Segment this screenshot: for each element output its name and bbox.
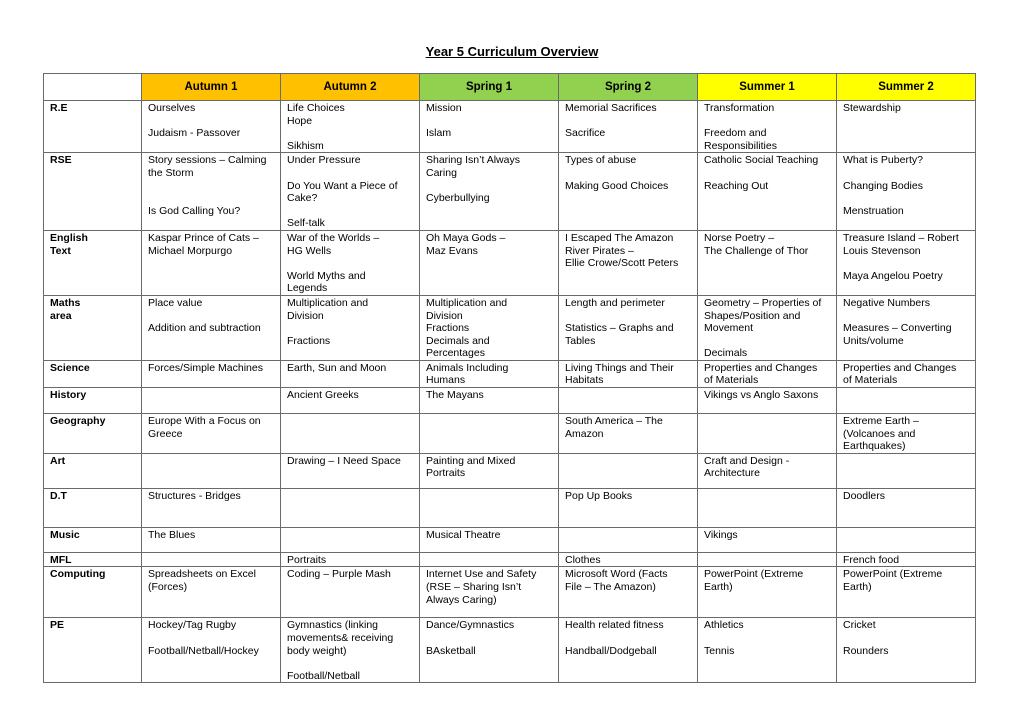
topic-line: of Materials: [704, 374, 759, 387]
topic-line: Mission: [426, 102, 462, 114]
topic-line: Internet Use and Safety: [426, 568, 537, 581]
topic-cell: [837, 527, 976, 552]
topic-line: Ancient Greeks: [287, 389, 359, 402]
table-row: [44, 552, 976, 567]
topic-line: Football/Netball/Hockey: [148, 644, 259, 657]
subject-label: MFL: [50, 553, 72, 566]
topic-line: Extreme Earth –: [843, 415, 919, 428]
term-header-autumn-1: Autumn 1: [142, 74, 281, 101]
topic-line: PowerPoint (Extreme: [843, 568, 943, 581]
topic-cell: [559, 295, 698, 360]
topic-line: [565, 115, 693, 128]
topic-line: Always Caring): [426, 593, 497, 606]
topic-line: The Mayans: [426, 389, 484, 402]
topic-cell: [281, 552, 420, 567]
topic-line: body weight): [287, 644, 347, 657]
topic-line: Is God Calling You?: [148, 204, 241, 217]
topic-cell: [559, 567, 698, 618]
topic-cell: [142, 360, 281, 387]
topic-cell: [698, 295, 837, 360]
topic-line: [426, 632, 554, 645]
topic-line: [287, 657, 415, 670]
topic-line: [565, 167, 693, 180]
topic-line: Sharing Isn’t Always: [426, 154, 520, 167]
topic-line: Vikings vs Anglo Saxons: [704, 389, 819, 402]
topic-line: [565, 310, 693, 323]
topic-line: Measures – Converting: [843, 322, 952, 335]
topic-cell: [142, 295, 281, 360]
topic-line: Louis Stevenson: [843, 244, 921, 257]
topic-line: Forces/Simple Machines: [148, 361, 263, 374]
topic-line: [287, 167, 415, 180]
topic-line: Units/volume: [843, 334, 904, 347]
topic-line: Spreadsheets on Excel: [148, 568, 256, 581]
topic-line: Catholic Social Teaching: [704, 154, 819, 167]
topic-line: Structures - Bridges: [148, 489, 241, 502]
topic-cell: [559, 453, 698, 488]
topic-line: [843, 257, 971, 270]
topic-cell: [281, 618, 420, 683]
topic-line: Earth): [704, 581, 733, 594]
topic-line: [843, 632, 971, 645]
subject-cell: [44, 567, 142, 618]
topic-line: Maz Evans: [426, 244, 478, 257]
topic-line: Statistics – Graphs and: [565, 322, 674, 335]
topic-cell: [698, 360, 837, 387]
topic-line: Decimals: [704, 347, 748, 360]
topic-line: Living Things and Their: [565, 361, 674, 374]
topic-cell: [420, 295, 559, 360]
topic-cell: [837, 552, 976, 567]
topic-line: Treasure Island – Robert: [843, 231, 959, 244]
topic-line: Shapes/Position and: [704, 309, 801, 322]
topic-line: Portraits: [287, 553, 327, 566]
topic-line: movements& receiving: [287, 632, 394, 645]
topic-line: Fractions: [287, 334, 331, 347]
topic-line: Multiplication and: [426, 296, 508, 309]
topic-line: [843, 310, 971, 323]
topic-line: Craft and Design -: [704, 454, 790, 467]
topic-line: [426, 115, 554, 128]
topic-cell: [281, 101, 420, 153]
topic-line: Properties and Changes: [843, 361, 957, 374]
subject-label: Computing: [50, 568, 106, 581]
topic-cell: [420, 453, 559, 488]
topic-line: Earth, Sun and Moon: [287, 361, 387, 374]
topic-cell: [142, 552, 281, 567]
topic-line: Percentages: [426, 347, 485, 360]
topic-cell: [837, 388, 976, 414]
topic-line: Movement: [704, 322, 754, 335]
header-corner-cell: [44, 74, 142, 101]
topic-line: Habitats: [565, 374, 604, 387]
table-row: [44, 388, 976, 414]
topic-line: (Volcanoes and: [843, 427, 916, 440]
topic-line: [287, 257, 415, 270]
topic-line: [148, 310, 276, 323]
topic-cell: [142, 101, 281, 153]
topic-cell: [698, 388, 837, 414]
topic-line: Negative Numbers: [843, 296, 930, 309]
topic-cell: [837, 453, 976, 488]
topic-line: Multiplication and: [287, 296, 369, 309]
subject-label: Art: [50, 454, 66, 467]
subject-label: D.T: [50, 489, 67, 502]
term-header-summer-2: Summer 2: [837, 74, 976, 101]
topic-cell: [281, 360, 420, 387]
subject-cell: [44, 414, 142, 454]
topic-cell: [698, 230, 837, 295]
topic-cell: [559, 414, 698, 454]
topic-cell: [559, 488, 698, 527]
topic-line: Drawing – I Need Space: [287, 454, 401, 467]
table-row: [44, 153, 976, 231]
term-header-spring-1: Spring 1: [420, 74, 559, 101]
topic-cell: [698, 527, 837, 552]
topic-line: [287, 127, 415, 140]
topic-line: What is Puberty?: [843, 154, 923, 167]
topic-line: Changing Bodies: [843, 179, 923, 192]
topic-line: [704, 167, 832, 180]
topic-line: [704, 335, 832, 348]
term-header-spring-2: Spring 2: [559, 74, 698, 101]
topic-cell: [559, 153, 698, 231]
table-row: [44, 567, 976, 618]
subject-cell: [44, 552, 142, 567]
topic-cell: [420, 527, 559, 552]
topic-line: Europe With a Focus on: [148, 415, 261, 428]
topic-line: Football/Netball: [287, 669, 360, 682]
topic-line: Legends: [287, 282, 328, 295]
subject-cell: [44, 295, 142, 360]
topic-cell: [698, 618, 837, 683]
topic-line: the Storm: [148, 166, 194, 179]
topic-line: Reaching Out: [704, 179, 769, 192]
topic-line: [148, 192, 276, 205]
topic-line: [287, 205, 415, 218]
topic-line: Sacrifice: [565, 127, 606, 140]
topic-line: World Myths and: [287, 269, 366, 282]
topic-cell: [837, 567, 976, 618]
topic-line: Rounders: [843, 644, 889, 657]
topic-line: Humans: [426, 374, 466, 387]
topic-line: Coding – Purple Mash: [287, 568, 391, 581]
topic-cell: [837, 618, 976, 683]
topic-line: Doodlers: [843, 489, 886, 502]
topic-line: Handball/Dodgeball: [565, 644, 657, 657]
topic-cell: [698, 414, 837, 454]
topic-line: Clothes: [565, 553, 601, 566]
topic-line: [426, 180, 554, 193]
topic-cell: [420, 153, 559, 231]
topic-cell: [142, 618, 281, 683]
topic-cell: [142, 153, 281, 231]
topic-line: Story sessions – Calming: [148, 154, 267, 167]
subject-cell: [44, 101, 142, 153]
topic-line: Gymnastics (linking: [287, 619, 379, 632]
topic-line: [843, 167, 971, 180]
topic-cell: [142, 388, 281, 414]
topic-line: Cake?: [287, 192, 318, 205]
subject-label: PE: [50, 619, 65, 632]
topic-line: Earth): [843, 581, 872, 594]
topic-line: PowerPoint (Extreme: [704, 568, 804, 581]
topic-line: War of the Worlds –: [287, 231, 380, 244]
topic-line: Architecture: [704, 467, 761, 480]
term-header-autumn-2: Autumn 2: [281, 74, 420, 101]
topic-cell: [142, 488, 281, 527]
topic-line: [565, 632, 693, 645]
topic-line: Portraits: [426, 467, 466, 480]
table-row: [44, 453, 976, 488]
topic-line: Earthquakes): [843, 440, 906, 453]
topic-line: [148, 115, 276, 128]
topic-cell: [420, 567, 559, 618]
topic-line: Judaism - Passover: [148, 127, 241, 140]
subject-label: Geography: [50, 415, 106, 428]
subject-cell: [44, 153, 142, 231]
topic-line: Hope: [287, 114, 313, 127]
topic-line: French food: [843, 553, 900, 566]
topic-line: HG Wells: [287, 244, 332, 257]
topic-line: Dance/Gymnastics: [426, 619, 515, 632]
topic-line: Maya Angelou Poetry: [843, 269, 943, 282]
topic-line: The Blues: [148, 528, 196, 541]
topic-cell: [281, 414, 420, 454]
subject-cell: [44, 230, 142, 295]
topic-line: Geometry – Properties of: [704, 296, 822, 309]
topic-cell: [837, 414, 976, 454]
topic-line: Fractions: [426, 322, 470, 335]
topic-line: Painting and Mixed: [426, 454, 516, 467]
topic-line: Tennis: [704, 644, 735, 657]
subject-label: Maths: [50, 296, 81, 309]
topic-line: [843, 192, 971, 205]
topic-cell: [142, 230, 281, 295]
table-row: [44, 527, 976, 552]
topic-line: Types of abuse: [565, 154, 637, 167]
topic-line: Making Good Choices: [565, 179, 669, 192]
topic-line: South America – The: [565, 415, 663, 428]
topic-line: Vikings: [704, 528, 738, 541]
topic-line: BAsketball: [426, 644, 476, 657]
topic-cell: [420, 552, 559, 567]
topic-cell: [142, 527, 281, 552]
topic-line: Life Choices: [287, 102, 345, 114]
subject-label: Text: [50, 244, 71, 257]
topic-cell: [142, 414, 281, 454]
subject-cell: [44, 488, 142, 527]
page-title: Year 5 Curriculum Overview: [425, 44, 599, 59]
subject-label: English: [50, 231, 88, 244]
topic-cell: [281, 230, 420, 295]
topic-line: Oh Maya Gods –: [426, 231, 506, 244]
topic-line: Hockey/Tag Rugby: [148, 619, 237, 632]
topic-line: Properties and Changes: [704, 361, 818, 374]
topic-cell: [142, 453, 281, 488]
topic-cell: [559, 618, 698, 683]
topic-line: [148, 180, 276, 193]
topic-cell: [281, 153, 420, 231]
topic-cell: [142, 567, 281, 618]
topic-line: [704, 115, 832, 128]
topic-line: I Escaped The Amazon: [565, 231, 674, 244]
topic-cell: [698, 101, 837, 153]
topic-cell: [420, 101, 559, 153]
topic-line: Place value: [148, 296, 203, 309]
topic-line: Under Pressure: [287, 154, 361, 167]
topic-cell: [837, 101, 976, 153]
table-row: [44, 414, 976, 454]
table-row: [44, 295, 976, 360]
topic-line: Length and perimeter: [565, 296, 665, 309]
topic-line: Division: [426, 309, 463, 322]
topic-cell: [420, 414, 559, 454]
topic-cell: [698, 153, 837, 231]
subject-cell: [44, 388, 142, 414]
topic-line: Do You Want a Piece of: [287, 179, 398, 192]
topic-line: Microsoft Word (Facts: [565, 568, 668, 581]
topic-cell: [837, 153, 976, 231]
table-row: [44, 360, 976, 387]
topic-line: Norse Poetry –: [704, 231, 775, 244]
topic-cell: [837, 295, 976, 360]
topic-cell: [281, 388, 420, 414]
topic-cell: [281, 295, 420, 360]
topic-cell: [559, 360, 698, 387]
curriculum-table: [43, 73, 976, 683]
topic-line: Animals Including: [426, 361, 509, 374]
topic-line: Transformation: [704, 102, 775, 114]
topic-line: Responsibilities: [704, 139, 777, 152]
topic-line: Cricket: [843, 619, 876, 632]
topic-line: Division: [287, 309, 324, 322]
topic-line: Kaspar Prince of Cats –: [148, 231, 259, 244]
topic-line: River Pirates –: [565, 244, 634, 257]
topic-line: Amazon: [565, 427, 604, 440]
table-row: [44, 618, 976, 683]
subject-label: History: [50, 389, 87, 402]
table-row: [44, 230, 976, 295]
topic-line: of Materials: [843, 374, 898, 387]
term-header-summer-1: Summer 1: [698, 74, 837, 101]
topic-line: Islam: [426, 127, 452, 140]
subject-label: area: [50, 309, 72, 322]
topic-line: Pop Up Books: [565, 489, 633, 502]
topic-line: The Challenge of Thor: [704, 244, 809, 257]
topic-line: Ourselves: [148, 102, 196, 114]
topic-line: Michael Morpurgo: [148, 244, 233, 257]
table-row: [44, 101, 976, 153]
topic-line: Ellie Crowe/Scott Peters: [565, 257, 679, 270]
topic-line: Athletics: [704, 619, 744, 632]
term-header-row: [44, 74, 976, 101]
topic-line: File – The Amazon): [565, 581, 656, 594]
topic-cell: [420, 230, 559, 295]
subject-cell: [44, 360, 142, 387]
topic-cell: [698, 552, 837, 567]
topic-cell: [559, 230, 698, 295]
topic-cell: [698, 453, 837, 488]
subject-label: Science: [50, 361, 90, 374]
topic-line: Caring: [426, 166, 457, 179]
topic-line: [704, 632, 832, 645]
topic-line: Decimals and: [426, 334, 490, 347]
subject-cell: [44, 453, 142, 488]
topic-cell: [559, 388, 698, 414]
topic-line: Stewardship: [843, 102, 901, 114]
topic-cell: [420, 360, 559, 387]
topic-cell: [837, 488, 976, 527]
topic-cell: [281, 488, 420, 527]
topic-cell: [420, 488, 559, 527]
topic-line: (Forces): [148, 581, 188, 594]
topic-cell: [281, 453, 420, 488]
topic-cell: [420, 618, 559, 683]
topic-line: Memorial Sacrifices: [565, 102, 657, 114]
subject-label: Music: [50, 528, 80, 541]
topic-line: Tables: [565, 334, 596, 347]
topic-cell: [837, 230, 976, 295]
topic-line: (RSE – Sharing Isn’t: [426, 581, 522, 594]
topic-line: Greece: [148, 427, 183, 440]
topic-line: Addition and subtraction: [148, 322, 261, 335]
topic-line: Sikhism: [287, 139, 324, 152]
topic-cell: [420, 388, 559, 414]
subject-label: RSE: [50, 154, 72, 167]
table-row: [44, 488, 976, 527]
topic-line: [287, 322, 415, 335]
subject-cell: [44, 527, 142, 552]
topic-cell: [559, 527, 698, 552]
topic-cell: [559, 101, 698, 153]
subject-cell: [44, 618, 142, 683]
topic-line: Menstruation: [843, 204, 904, 217]
topic-cell: [698, 567, 837, 618]
topic-line: Health related fitness: [565, 619, 664, 632]
topic-line: Freedom and: [704, 127, 767, 140]
topic-cell: [698, 488, 837, 527]
topic-line: Cyberbullying: [426, 192, 490, 205]
topic-line: Musical Theatre: [426, 528, 501, 541]
topic-line: [148, 632, 276, 645]
topic-line: Self-talk: [287, 217, 325, 230]
topic-cell: [281, 527, 420, 552]
topic-cell: [837, 360, 976, 387]
topic-cell: [281, 567, 420, 618]
subject-label: R.E: [50, 102, 68, 114]
topic-cell: [559, 552, 698, 567]
